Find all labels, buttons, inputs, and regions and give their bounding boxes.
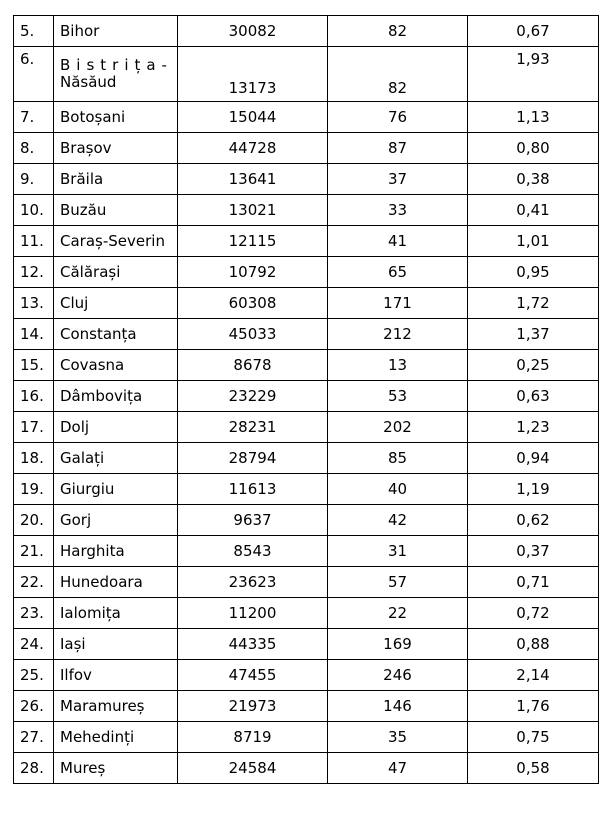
table-row <box>14 16 599 47</box>
value-a: 8719 <box>178 722 328 753</box>
table-row <box>14 660 599 691</box>
value-c: 1,13 <box>468 102 599 133</box>
value-a: 30082 <box>178 16 328 47</box>
value-c: 0,38 <box>468 164 599 195</box>
value-b: 42 <box>328 505 468 536</box>
county-name: Caraș-Severin <box>54 226 178 257</box>
value-c: 0,72 <box>468 598 599 629</box>
table-row <box>14 102 599 133</box>
value-b: 82 <box>328 47 468 102</box>
value-b: 171 <box>328 288 468 319</box>
value-c: 1,19 <box>468 474 599 505</box>
county-name: Hunedoara <box>54 567 178 598</box>
county-name: Călărași <box>54 257 178 288</box>
value-c: 1,93 <box>468 47 599 102</box>
row-index: 20. <box>14 505 54 536</box>
row-index: 24. <box>14 629 54 660</box>
county-name: Mehedinți <box>54 722 178 753</box>
value-c: 0,94 <box>468 443 599 474</box>
value-b: 87 <box>328 133 468 164</box>
value-c: 0,95 <box>468 257 599 288</box>
table-row <box>14 536 599 567</box>
county-name: Galați <box>54 443 178 474</box>
value-a: 10792 <box>178 257 328 288</box>
row-index: 21. <box>14 536 54 567</box>
table-row <box>14 753 599 784</box>
value-b: 22 <box>328 598 468 629</box>
row-index: 18. <box>14 443 54 474</box>
value-a: 21973 <box>178 691 328 722</box>
value-c: 0,63 <box>468 381 599 412</box>
value-a: 11200 <box>178 598 328 629</box>
value-a: 23623 <box>178 567 328 598</box>
value-b: 65 <box>328 257 468 288</box>
value-b: 85 <box>328 443 468 474</box>
value-a: 45033 <box>178 319 328 350</box>
row-index: 6. <box>14 47 54 102</box>
value-b: 35 <box>328 722 468 753</box>
value-b: 41 <box>328 226 468 257</box>
value-a: 15044 <box>178 102 328 133</box>
value-b: 169 <box>328 629 468 660</box>
value-a: 28231 <box>178 412 328 443</box>
value-c: 0,41 <box>468 195 599 226</box>
row-index: 22. <box>14 567 54 598</box>
table-row <box>14 567 599 598</box>
county-table <box>13 15 599 784</box>
county-name: Iași <box>54 629 178 660</box>
value-a: 11613 <box>178 474 328 505</box>
county-name: Ilfov <box>54 660 178 691</box>
table-row <box>14 412 599 443</box>
row-index: 16. <box>14 381 54 412</box>
value-a: 28794 <box>178 443 328 474</box>
value-b: 40 <box>328 474 468 505</box>
value-b: 246 <box>328 660 468 691</box>
county-name: Gorj <box>54 505 178 536</box>
county-name: Giurgiu <box>54 474 178 505</box>
row-index: 19. <box>14 474 54 505</box>
value-a: 24584 <box>178 753 328 784</box>
value-c: 0,58 <box>468 753 599 784</box>
county-name: Harghita <box>54 536 178 567</box>
value-c: 1,23 <box>468 412 599 443</box>
value-a: 13173 <box>178 47 328 102</box>
county-name: Bihor <box>54 16 178 47</box>
row-index: 27. <box>14 722 54 753</box>
table-row <box>14 133 599 164</box>
value-a: 60308 <box>178 288 328 319</box>
table-row <box>14 505 599 536</box>
value-c: 1,76 <box>468 691 599 722</box>
county-name: Buzău <box>54 195 178 226</box>
table-row <box>14 257 599 288</box>
value-c: 0,62 <box>468 505 599 536</box>
row-index: 12. <box>14 257 54 288</box>
county-name-line1: Bistrița- <box>60 56 173 74</box>
table-row <box>14 195 599 226</box>
value-c: 0,71 <box>468 567 599 598</box>
county-name-line2: Năsăud <box>60 73 117 91</box>
table-row <box>14 288 599 319</box>
value-c: 0,88 <box>468 629 599 660</box>
value-b: 37 <box>328 164 468 195</box>
table-row <box>14 47 599 102</box>
county-name: Covasna <box>54 350 178 381</box>
row-index: 5. <box>14 16 54 47</box>
value-a: 47455 <box>178 660 328 691</box>
value-c: 0,37 <box>468 536 599 567</box>
value-c: 0,80 <box>468 133 599 164</box>
row-index: 15. <box>14 350 54 381</box>
row-index: 10. <box>14 195 54 226</box>
value-c: 1,37 <box>468 319 599 350</box>
table-row <box>14 164 599 195</box>
value-a: 8678 <box>178 350 328 381</box>
row-index: 14. <box>14 319 54 350</box>
county-name: Constanța <box>54 319 178 350</box>
table-row <box>14 226 599 257</box>
value-a: 9637 <box>178 505 328 536</box>
table-row <box>14 319 599 350</box>
value-b: 202 <box>328 412 468 443</box>
row-index: 28. <box>14 753 54 784</box>
county-name: Cluj <box>54 288 178 319</box>
row-index: 13. <box>14 288 54 319</box>
table-row <box>14 381 599 412</box>
county-name: Dâmbovița <box>54 381 178 412</box>
value-b: 57 <box>328 567 468 598</box>
value-c: 0,75 <box>468 722 599 753</box>
value-b: 146 <box>328 691 468 722</box>
county-table-body <box>14 16 599 784</box>
value-a: 13021 <box>178 195 328 226</box>
row-index: 25. <box>14 660 54 691</box>
value-a: 44728 <box>178 133 328 164</box>
county-name: Ialomița <box>54 598 178 629</box>
value-b: 82 <box>328 16 468 47</box>
value-b: 13 <box>328 350 468 381</box>
table-row <box>14 443 599 474</box>
county-name: Botoșani <box>54 102 178 133</box>
value-b: 31 <box>328 536 468 567</box>
value-b: 47 <box>328 753 468 784</box>
table-row <box>14 598 599 629</box>
value-c: 0,67 <box>468 16 599 47</box>
table-row <box>14 629 599 660</box>
value-b: 53 <box>328 381 468 412</box>
value-c: 2,14 <box>468 660 599 691</box>
value-a: 23229 <box>178 381 328 412</box>
value-a: 13641 <box>178 164 328 195</box>
value-a: 12115 <box>178 226 328 257</box>
row-index: 26. <box>14 691 54 722</box>
table-row <box>14 691 599 722</box>
county-name: Brăila <box>54 164 178 195</box>
value-c: 1,01 <box>468 226 599 257</box>
county-name: Dolj <box>54 412 178 443</box>
value-a: 8543 <box>178 536 328 567</box>
value-b: 212 <box>328 319 468 350</box>
county-name: Mureș <box>54 753 178 784</box>
row-index: 9. <box>14 164 54 195</box>
row-index: 7. <box>14 102 54 133</box>
county-name: Maramureș <box>54 691 178 722</box>
row-index: 17. <box>14 412 54 443</box>
value-c: 1,72 <box>468 288 599 319</box>
value-a: 44335 <box>178 629 328 660</box>
value-c: 0,25 <box>468 350 599 381</box>
row-index: 11. <box>14 226 54 257</box>
table-row <box>14 474 599 505</box>
row-index: 8. <box>14 133 54 164</box>
value-b: 33 <box>328 195 468 226</box>
table-row <box>14 350 599 381</box>
row-index: 23. <box>14 598 54 629</box>
county-name: Brașov <box>54 133 178 164</box>
table-row <box>14 722 599 753</box>
county-name <box>54 47 178 102</box>
value-b: 76 <box>328 102 468 133</box>
